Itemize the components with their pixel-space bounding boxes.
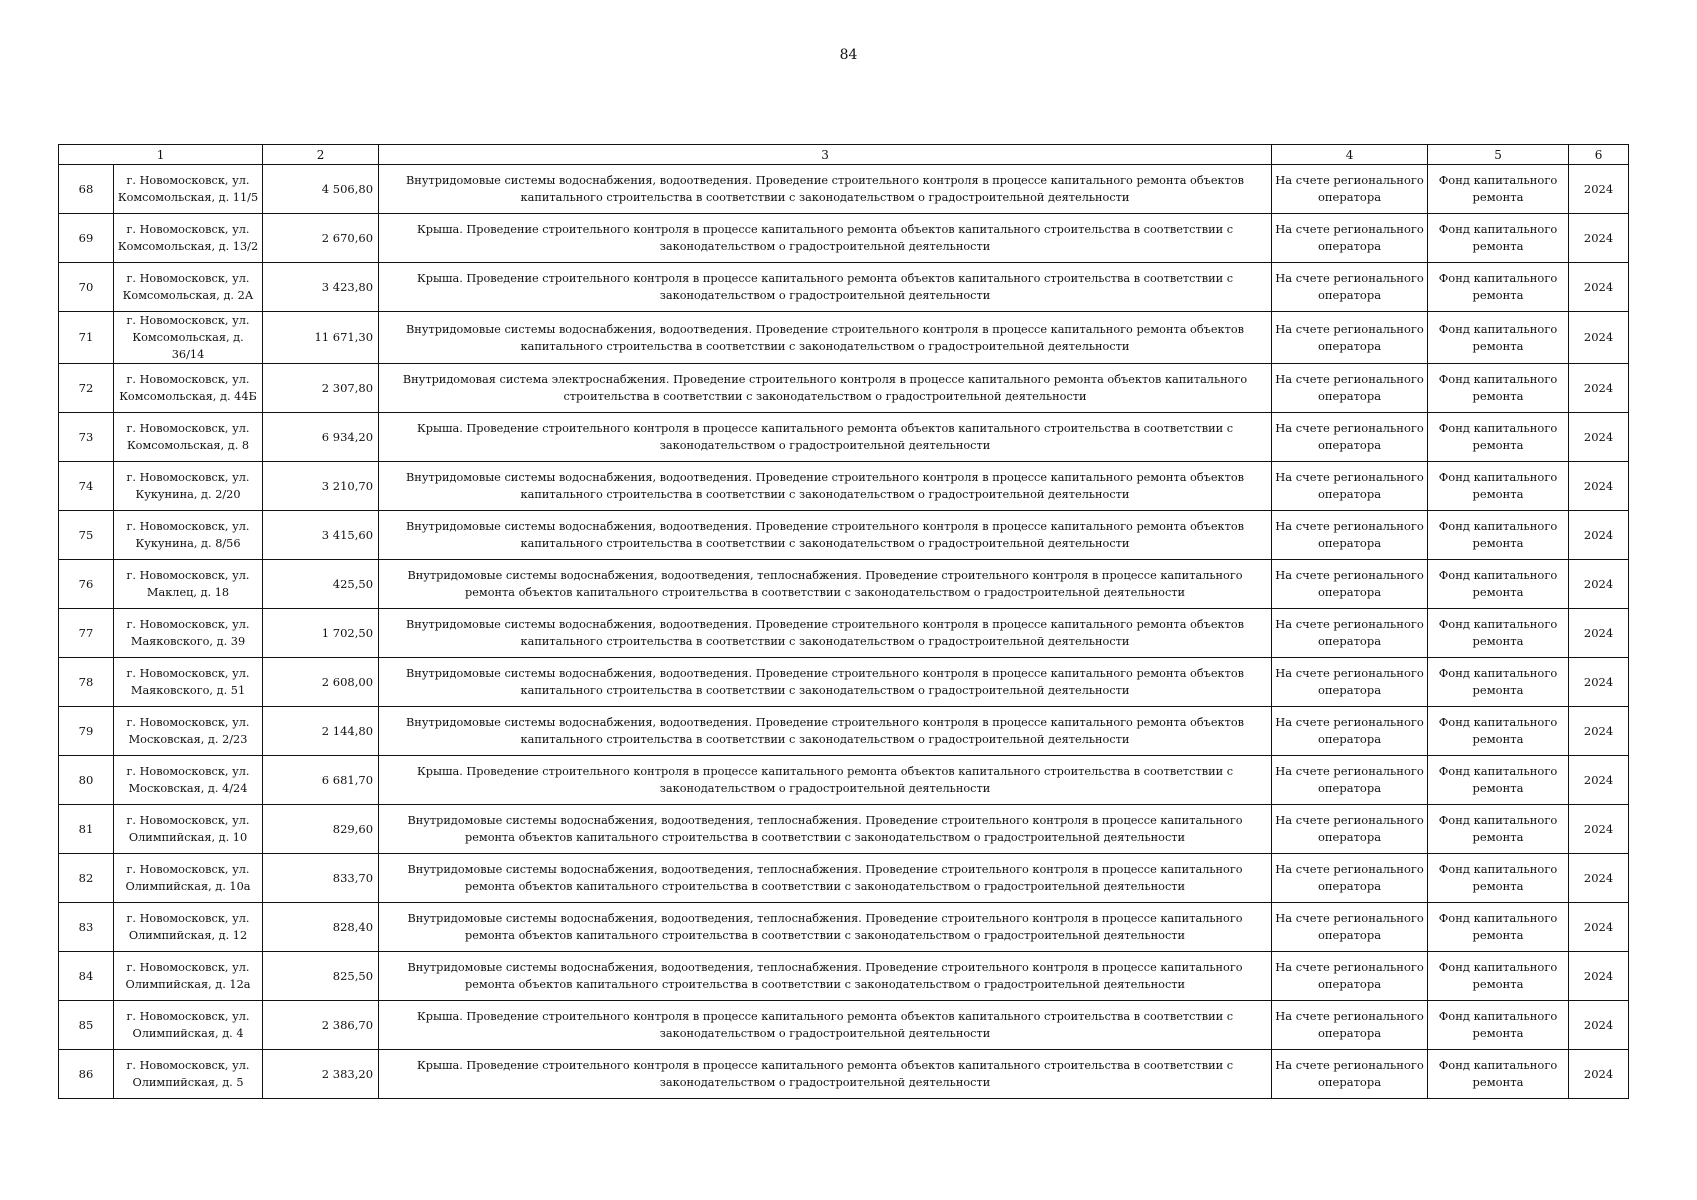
funding-source-cell: Фонд капитального ремонта [1428,462,1569,511]
table-row [59,312,1629,364]
row-number: 74 [59,462,114,511]
row-number: 68 [59,165,114,214]
account-cell: На счете регионального оператора [1272,903,1428,952]
account-cell: На счете регионального оператора [1272,511,1428,560]
funding-source-cell: Фонд капитального ремонта [1428,952,1569,1001]
funding-source-cell: Фонд капитального ремонта [1428,1001,1569,1050]
year-cell: 2024 [1569,511,1629,560]
table-row [59,756,1629,805]
address-cell: г. Новомосковск, ул. Олимпийская, д. 12а [114,952,263,1001]
address-cell: г. Новомосковск, ул. Маклец, д. 18 [114,560,263,609]
table-row [59,903,1629,952]
column-header-2: 2 [263,145,379,165]
area-cell: 6 934,20 [263,413,379,462]
account-cell: На счете регионального оператора [1272,658,1428,707]
row-number: 80 [59,756,114,805]
table-row [59,854,1629,903]
works-cell: Крыша. Проведение строительного контроля в процессе капитального ремонта объектов капитального строительства в соответствии с законодательством о градостроительной деятельности [379,214,1272,263]
table-row [59,263,1629,312]
works-cell: Внутридомовые системы водоснабжения, водоотведения. Проведение строительного контроля в процессе капитального ремонта объектов капитального строительства в соответствии с законодательством о градостроительной деятельности [379,462,1272,511]
row-number: 75 [59,511,114,560]
table-body [59,165,1629,1099]
funding-source-cell: Фонд капитального ремонта [1428,214,1569,263]
table-row [59,707,1629,756]
address-cell: г. Новомосковск, ул. Московская, д. 2/23 [114,707,263,756]
account-cell: На счете регионального оператора [1272,1001,1428,1050]
row-number: 81 [59,805,114,854]
row-number: 76 [59,560,114,609]
account-cell: На счете регионального оператора [1272,165,1428,214]
address-cell: г. Новомосковск, ул. Комсомольская, д. 13/2 [114,214,263,263]
works-cell: Внутридомовые системы водоснабжения, водоотведения, теплоснабжения. Проведение строительного контроля в процессе капитального ремонта объектов капитального строительства в соответствии с законодательством о градостроительной деятельности [379,903,1272,952]
address-cell: г. Новомосковск, ул. Олимпийская, д. 10 [114,805,263,854]
account-cell: На счете регионального оператора [1272,1050,1428,1099]
area-cell: 2 386,70 [263,1001,379,1050]
funding-source-cell: Фонд капитального ремонта [1428,609,1569,658]
table-row [59,1001,1629,1050]
area-cell: 2 670,60 [263,214,379,263]
year-cell: 2024 [1569,903,1629,952]
account-cell: На счете регионального оператора [1272,214,1428,263]
funding-source-cell: Фонд капитального ремонта [1428,312,1569,364]
table-header [59,145,1629,165]
works-cell: Внутридомовые системы водоснабжения, водоотведения, теплоснабжения. Проведение строительного контроля в процессе капитального ремонта объектов капитального строительства в соответствии с законодательством о градостроительной деятельности [379,854,1272,903]
table-row [59,952,1629,1001]
address-cell: г. Новомосковск, ул. Комсомольская, д. 44Б [114,364,263,413]
year-cell: 2024 [1569,1001,1629,1050]
column-header-4: 4 [1272,145,1428,165]
funding-source-cell: Фонд капитального ремонта [1428,511,1569,560]
row-number: 72 [59,364,114,413]
column-header-3: 3 [379,145,1272,165]
year-cell: 2024 [1569,263,1629,312]
column-header-6: 6 [1569,145,1629,165]
area-cell: 2 307,80 [263,364,379,413]
area-cell: 2 144,80 [263,707,379,756]
works-cell: Внутридомовые системы водоснабжения, водоотведения, теплоснабжения. Проведение строительного контроля в процессе капитального ремонта объектов капитального строительства в соответствии с законодательством о градостроительной деятельности [379,560,1272,609]
address-cell: г. Новомосковск, ул. Олимпийская, д. 5 [114,1050,263,1099]
table-row [59,609,1629,658]
account-cell: На счете регионального оператора [1272,312,1428,364]
table-row [59,511,1629,560]
account-cell: На счете регионального оператора [1272,756,1428,805]
area-cell: 3 415,60 [263,511,379,560]
area-cell: 825,50 [263,952,379,1001]
address-cell: г. Новомосковск, ул. Комсомольская, д. 8 [114,413,263,462]
year-cell: 2024 [1569,165,1629,214]
column-header-1: 1 [59,145,263,165]
works-cell: Крыша. Проведение строительного контроля в процессе капитального ремонта объектов капитального строительства в соответствии с законодательством о градостроительной деятельности [379,413,1272,462]
address-cell: г. Новомосковск, ул. Олимпийская, д. 12 [114,903,263,952]
area-cell: 3 210,70 [263,462,379,511]
area-cell: 11 671,30 [263,312,379,364]
works-cell: Внутридомовые системы водоснабжения, водоотведения. Проведение строительного контроля в процессе капитального ремонта объектов капитального строительства в соответствии с законодательством о градостроительной деятельности [379,312,1272,364]
table-row [59,413,1629,462]
account-cell: На счете регионального оператора [1272,263,1428,312]
row-number: 70 [59,263,114,312]
works-cell: Крыша. Проведение строительного контроля в процессе капитального ремонта объектов капитального строительства в соответствии с законодательством о градостроительной деятельности [379,1001,1272,1050]
year-cell: 2024 [1569,609,1629,658]
table-row [59,214,1629,263]
row-number: 78 [59,658,114,707]
works-cell: Внутридомовые системы водоснабжения, водоотведения. Проведение строительного контроля в процессе капитального ремонта объектов капитального строительства в соответствии с законодательством о градостроительной деятельности [379,658,1272,707]
year-cell: 2024 [1569,805,1629,854]
account-cell: На счете регионального оператора [1272,854,1428,903]
account-cell: На счете регионального оператора [1272,462,1428,511]
year-cell: 2024 [1569,413,1629,462]
funding-source-cell: Фонд капитального ремонта [1428,658,1569,707]
area-cell: 425,50 [263,560,379,609]
year-cell: 2024 [1569,854,1629,903]
funding-source-cell: Фонд капитального ремонта [1428,756,1569,805]
address-cell: г. Новомосковск, ул. Маяковского, д. 39 [114,609,263,658]
table-row [59,462,1629,511]
address-cell: г. Новомосковск, ул. Маяковского, д. 51 [114,658,263,707]
works-cell: Внутридомовая система электроснабжения. Проведение строительного контроля в процессе капитального ремонта объектов капитального строительства в соответствии с законодательством о градостроительной деятельности [379,364,1272,413]
funding-source-cell: Фонд капитального ремонта [1428,805,1569,854]
address-cell: г. Новомосковск, ул. Комсомольская, д. 11/5 [114,165,263,214]
area-cell: 2 383,20 [263,1050,379,1099]
account-cell: На счете регионального оператора [1272,364,1428,413]
address-cell: г. Новомосковск, ул. Кукунина, д. 2/20 [114,462,263,511]
table-row [59,805,1629,854]
capital-repair-table [58,144,1629,1099]
row-number: 77 [59,609,114,658]
row-number: 71 [59,312,114,364]
area-cell: 833,70 [263,854,379,903]
works-cell: Крыша. Проведение строительного контроля в процессе капитального ремонта объектов капитального строительства в соответствии с законодательством о градостроительной деятельности [379,263,1272,312]
area-cell: 6 681,70 [263,756,379,805]
funding-source-cell: Фонд капитального ремонта [1428,165,1569,214]
address-cell: г. Новомосковск, ул. Московская, д. 4/24 [114,756,263,805]
area-cell: 829,60 [263,805,379,854]
works-cell: Внутридомовые системы водоснабжения, водоотведения. Проведение строительного контроля в процессе капитального ремонта объектов капитального строительства в соответствии с законодательством о градостроительной деятельности [379,511,1272,560]
funding-source-cell: Фонд капитального ремонта [1428,413,1569,462]
account-cell: На счете регионального оператора [1272,560,1428,609]
row-number: 84 [59,952,114,1001]
account-cell: На счете регионального оператора [1272,952,1428,1001]
funding-source-cell: Фонд капитального ремонта [1428,903,1569,952]
address-cell: г. Новомосковск, ул. Комсомольская, д. 36/14 [114,312,263,364]
year-cell: 2024 [1569,214,1629,263]
row-number: 82 [59,854,114,903]
year-cell: 2024 [1569,312,1629,364]
header-row [59,145,1629,165]
works-cell: Внутридомовые системы водоснабжения, водоотведения. Проведение строительного контроля в процессе капитального ремонта объектов капитального строительства в соответствии с законодательством о градостроительной деятельности [379,165,1272,214]
works-cell: Внутридомовые системы водоснабжения, водоотведения, теплоснабжения. Проведение строительного контроля в процессе капитального ремонта объектов капитального строительства в соответствии с законодательством о градостроительной деятельности [379,805,1272,854]
row-number: 69 [59,214,114,263]
year-cell: 2024 [1569,756,1629,805]
works-cell: Крыша. Проведение строительного контроля в процессе капитального ремонта объектов капитального строительства в соответствии с законодательством о градостроительной деятельности [379,1050,1272,1099]
funding-source-cell: Фонд капитального ремонта [1428,1050,1569,1099]
funding-source-cell: Фонд капитального ремонта [1428,854,1569,903]
row-number: 86 [59,1050,114,1099]
area-cell: 1 702,50 [263,609,379,658]
funding-source-cell: Фонд капитального ремонта [1428,263,1569,312]
table-row [59,1050,1629,1099]
funding-source-cell: Фонд капитального ремонта [1428,560,1569,609]
year-cell: 2024 [1569,707,1629,756]
works-cell: Крыша. Проведение строительного контроля в процессе капитального ремонта объектов капитального строительства в соответствии с законодательством о градостроительной деятельности [379,756,1272,805]
year-cell: 2024 [1569,364,1629,413]
address-cell: г. Новомосковск, ул. Комсомольская, д. 2А [114,263,263,312]
account-cell: На счете регионального оператора [1272,707,1428,756]
address-cell: г. Новомосковск, ул. Олимпийская, д. 10а [114,854,263,903]
year-cell: 2024 [1569,1050,1629,1099]
row-number: 83 [59,903,114,952]
year-cell: 2024 [1569,658,1629,707]
row-number: 73 [59,413,114,462]
funding-source-cell: Фонд капитального ремонта [1428,707,1569,756]
year-cell: 2024 [1569,560,1629,609]
address-cell: г. Новомосковск, ул. Кукунина, д. 8/56 [114,511,263,560]
area-cell: 4 506,80 [263,165,379,214]
table-row [59,560,1629,609]
works-cell: Внутридомовые системы водоснабжения, водоотведения, теплоснабжения. Проведение строительного контроля в процессе капитального ремонта объектов капитального строительства в соответствии с законодательством о градостроительной деятельности [379,952,1272,1001]
account-cell: На счете регионального оператора [1272,413,1428,462]
row-number: 79 [59,707,114,756]
table-row [59,364,1629,413]
address-cell: г. Новомосковск, ул. Олимпийская, д. 4 [114,1001,263,1050]
account-cell: На счете регионального оператора [1272,805,1428,854]
area-cell: 2 608,00 [263,658,379,707]
area-cell: 3 423,80 [263,263,379,312]
account-cell: На счете регионального оператора [1272,609,1428,658]
column-header-5: 5 [1428,145,1569,165]
year-cell: 2024 [1569,952,1629,1001]
year-cell: 2024 [1569,462,1629,511]
works-cell: Внутридомовые системы водоснабжения, водоотведения. Проведение строительного контроля в процессе капитального ремонта объектов капитального строительства в соответствии с законодательством о градостроительной деятельности [379,707,1272,756]
row-number: 85 [59,1001,114,1050]
table-row [59,658,1629,707]
table-row [59,165,1629,214]
funding-source-cell: Фонд капитального ремонта [1428,364,1569,413]
page-number: 84 [839,47,858,63]
area-cell: 828,40 [263,903,379,952]
works-cell: Внутридомовые системы водоснабжения, водоотведения. Проведение строительного контроля в процессе капитального ремонта объектов капитального строительства в соответствии с законодательством о градостроительной деятельности [379,609,1272,658]
